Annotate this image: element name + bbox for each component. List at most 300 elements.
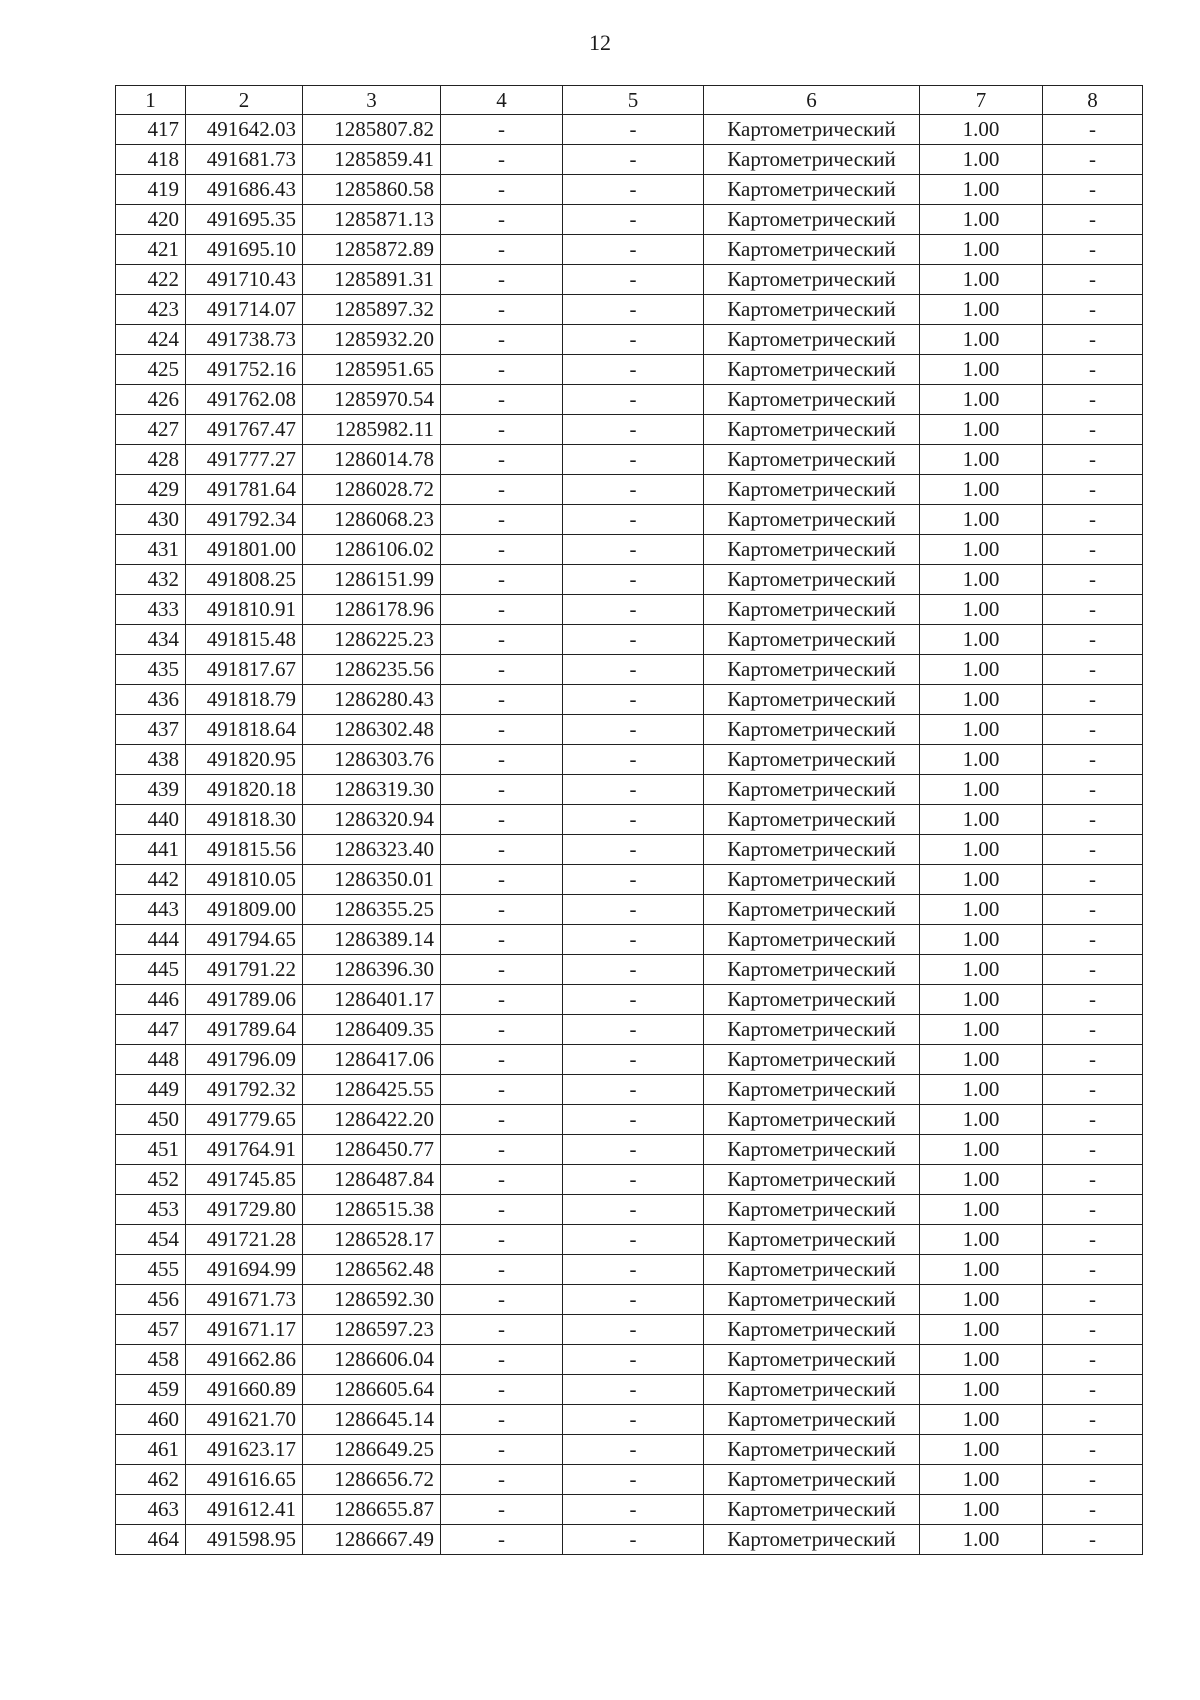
column-4-cell: - — [441, 805, 563, 835]
accuracy-cell: 1.00 — [920, 415, 1043, 445]
point-number-cell: 454 — [116, 1225, 186, 1255]
method-cell: Картометрический — [704, 385, 920, 415]
x-coordinate-cell: 491818.79 — [186, 685, 303, 715]
point-number-cell: 451 — [116, 1135, 186, 1165]
point-number-cell: 435 — [116, 655, 186, 685]
method-cell: Картометрический — [704, 985, 920, 1015]
method-cell: Картометрический — [704, 895, 920, 925]
x-coordinate-cell: 491781.64 — [186, 475, 303, 505]
column-5-cell: - — [563, 655, 704, 685]
table-row — [116, 1225, 1143, 1255]
table-row — [116, 175, 1143, 205]
column-8-cell: - — [1043, 475, 1143, 505]
column-4-cell: - — [441, 1075, 563, 1105]
point-number-cell: 431 — [116, 535, 186, 565]
table-row — [116, 1195, 1143, 1225]
table-row — [116, 805, 1143, 835]
accuracy-cell: 1.00 — [920, 385, 1043, 415]
accuracy-cell: 1.00 — [920, 1405, 1043, 1435]
table-row — [116, 1255, 1143, 1285]
column-8-cell: - — [1043, 145, 1143, 175]
column-4-cell: - — [441, 715, 563, 745]
method-cell: Картометрический — [704, 355, 920, 385]
point-number-cell: 438 — [116, 745, 186, 775]
point-number-cell: 430 — [116, 505, 186, 535]
y-coordinate-cell: 1286487.84 — [303, 1165, 441, 1195]
accuracy-cell: 1.00 — [920, 1195, 1043, 1225]
x-coordinate-cell: 491671.73 — [186, 1285, 303, 1315]
column-5-cell: - — [563, 1015, 704, 1045]
method-cell: Картометрический — [704, 655, 920, 685]
accuracy-cell: 1.00 — [920, 355, 1043, 385]
table-row — [116, 865, 1143, 895]
table-row — [116, 445, 1143, 475]
x-coordinate-cell: 491616.65 — [186, 1465, 303, 1495]
accuracy-cell: 1.00 — [920, 145, 1043, 175]
column-5-cell: - — [563, 925, 704, 955]
column-5-cell: - — [563, 745, 704, 775]
table-row — [116, 715, 1143, 745]
column-5-cell: - — [563, 145, 704, 175]
accuracy-cell: 1.00 — [920, 265, 1043, 295]
column-8-cell: - — [1043, 655, 1143, 685]
table-row — [116, 595, 1143, 625]
table-row — [116, 1375, 1143, 1405]
column-4-cell: - — [441, 445, 563, 475]
y-coordinate-cell: 1285951.65 — [303, 355, 441, 385]
accuracy-cell: 1.00 — [920, 1315, 1043, 1345]
column-8-cell: - — [1043, 1105, 1143, 1135]
point-number-cell: 445 — [116, 955, 186, 985]
column-4-cell: - — [441, 1495, 563, 1525]
table-row — [116, 685, 1143, 715]
column-4-cell: - — [441, 1525, 563, 1555]
x-coordinate-cell: 491767.47 — [186, 415, 303, 445]
column-8-cell: - — [1043, 1015, 1143, 1045]
y-coordinate-cell: 1286303.76 — [303, 745, 441, 775]
column-5-cell: - — [563, 1165, 704, 1195]
method-cell: Картометрический — [704, 1165, 920, 1195]
x-coordinate-cell: 491694.99 — [186, 1255, 303, 1285]
y-coordinate-cell: 1285897.32 — [303, 295, 441, 325]
point-number-cell: 446 — [116, 985, 186, 1015]
table-row — [116, 1525, 1143, 1555]
method-cell: Картометрический — [704, 955, 920, 985]
column-5-cell: - — [563, 1525, 704, 1555]
y-coordinate-cell: 1286528.17 — [303, 1225, 441, 1255]
column-8-cell: - — [1043, 1495, 1143, 1525]
point-number-cell: 426 — [116, 385, 186, 415]
column-4-cell: - — [441, 865, 563, 895]
y-coordinate-cell: 1285872.89 — [303, 235, 441, 265]
column-8-cell: - — [1043, 1375, 1143, 1405]
column-8-cell: - — [1043, 805, 1143, 835]
accuracy-cell: 1.00 — [920, 835, 1043, 865]
point-number-cell: 427 — [116, 415, 186, 445]
column-8-cell: - — [1043, 325, 1143, 355]
accuracy-cell: 1.00 — [920, 1495, 1043, 1525]
method-cell: Картометрический — [704, 865, 920, 895]
point-number-cell: 439 — [116, 775, 186, 805]
column-header-6: 6 — [704, 86, 920, 115]
accuracy-cell: 1.00 — [920, 1375, 1043, 1405]
point-number-cell: 418 — [116, 145, 186, 175]
column-8-cell: - — [1043, 1225, 1143, 1255]
y-coordinate-cell: 1286320.94 — [303, 805, 441, 835]
x-coordinate-cell: 491817.67 — [186, 655, 303, 685]
column-8-cell: - — [1043, 355, 1143, 385]
point-number-cell: 442 — [116, 865, 186, 895]
x-coordinate-cell: 491792.32 — [186, 1075, 303, 1105]
y-coordinate-cell: 1286178.96 — [303, 595, 441, 625]
accuracy-cell: 1.00 — [920, 1255, 1043, 1285]
accuracy-cell: 1.00 — [920, 775, 1043, 805]
point-number-cell: 452 — [116, 1165, 186, 1195]
column-5-cell: - — [563, 355, 704, 385]
point-number-cell: 437 — [116, 715, 186, 745]
column-5-cell: - — [563, 1195, 704, 1225]
method-cell: Картометрический — [704, 1465, 920, 1495]
method-cell: Картометрический — [704, 565, 920, 595]
column-4-cell: - — [441, 1015, 563, 1045]
column-5-cell: - — [563, 835, 704, 865]
point-number-cell: 448 — [116, 1045, 186, 1075]
column-4-cell: - — [441, 355, 563, 385]
method-cell: Картометрический — [704, 1525, 920, 1555]
x-coordinate-cell: 491762.08 — [186, 385, 303, 415]
point-number-cell: 456 — [116, 1285, 186, 1315]
column-4-cell: - — [441, 1405, 563, 1435]
x-coordinate-cell: 491612.41 — [186, 1495, 303, 1525]
point-number-cell: 463 — [116, 1495, 186, 1525]
table-row — [116, 985, 1143, 1015]
column-4-cell: - — [441, 1375, 563, 1405]
column-5-cell: - — [563, 415, 704, 445]
column-5-cell: - — [563, 685, 704, 715]
table-row — [116, 1135, 1143, 1165]
y-coordinate-cell: 1286280.43 — [303, 685, 441, 715]
column-5-cell: - — [563, 1495, 704, 1525]
y-coordinate-cell: 1286302.48 — [303, 715, 441, 745]
accuracy-cell: 1.00 — [920, 595, 1043, 625]
column-5-cell: - — [563, 955, 704, 985]
y-coordinate-cell: 1286667.49 — [303, 1525, 441, 1555]
x-coordinate-cell: 491686.43 — [186, 175, 303, 205]
accuracy-cell: 1.00 — [920, 715, 1043, 745]
method-cell: Картометрический — [704, 685, 920, 715]
column-4-cell: - — [441, 925, 563, 955]
point-number-cell: 433 — [116, 595, 186, 625]
y-coordinate-cell: 1286389.14 — [303, 925, 441, 955]
y-coordinate-cell: 1286401.17 — [303, 985, 441, 1015]
accuracy-cell: 1.00 — [920, 1135, 1043, 1165]
x-coordinate-cell: 491598.95 — [186, 1525, 303, 1555]
y-coordinate-cell: 1286225.23 — [303, 625, 441, 655]
accuracy-cell: 1.00 — [920, 565, 1043, 595]
column-4-cell: - — [441, 535, 563, 565]
column-8-cell: - — [1043, 1045, 1143, 1075]
table-row — [116, 535, 1143, 565]
column-5-cell: - — [563, 1345, 704, 1375]
column-5-cell: - — [563, 535, 704, 565]
point-number-cell: 461 — [116, 1435, 186, 1465]
column-5-cell: - — [563, 115, 704, 145]
method-cell: Картометрический — [704, 505, 920, 535]
method-cell: Картометрический — [704, 445, 920, 475]
y-coordinate-cell: 1286319.30 — [303, 775, 441, 805]
accuracy-cell: 1.00 — [920, 475, 1043, 505]
accuracy-cell: 1.00 — [920, 535, 1043, 565]
method-cell: Картометрический — [704, 145, 920, 175]
accuracy-cell: 1.00 — [920, 1225, 1043, 1255]
point-number-cell: 457 — [116, 1315, 186, 1345]
y-coordinate-cell: 1286014.78 — [303, 445, 441, 475]
table-row — [116, 1165, 1143, 1195]
method-cell: Картометрический — [704, 625, 920, 655]
column-8-cell: - — [1043, 955, 1143, 985]
x-coordinate-cell: 491642.03 — [186, 115, 303, 145]
column-5-cell: - — [563, 1135, 704, 1165]
column-8-cell: - — [1043, 565, 1143, 595]
column-4-cell: - — [441, 1225, 563, 1255]
accuracy-cell: 1.00 — [920, 295, 1043, 325]
method-cell: Картометрический — [704, 1045, 920, 1075]
column-8-cell: - — [1043, 865, 1143, 895]
table-row — [116, 745, 1143, 775]
column-5-cell: - — [563, 565, 704, 595]
column-5-cell: - — [563, 1465, 704, 1495]
method-cell: Картометрический — [704, 1315, 920, 1345]
method-cell: Картометрический — [704, 235, 920, 265]
x-coordinate-cell: 491791.22 — [186, 955, 303, 985]
y-coordinate-cell: 1286606.04 — [303, 1345, 441, 1375]
y-coordinate-cell: 1285859.41 — [303, 145, 441, 175]
point-number-cell: 429 — [116, 475, 186, 505]
table-row — [116, 1405, 1143, 1435]
point-number-cell: 428 — [116, 445, 186, 475]
column-4-cell: - — [441, 1435, 563, 1465]
y-coordinate-cell: 1286396.30 — [303, 955, 441, 985]
column-8-cell: - — [1043, 595, 1143, 625]
method-cell: Картометрический — [704, 805, 920, 835]
y-coordinate-cell: 1286409.35 — [303, 1015, 441, 1045]
column-4-cell: - — [441, 955, 563, 985]
y-coordinate-cell: 1286323.40 — [303, 835, 441, 865]
table-row — [116, 1465, 1143, 1495]
accuracy-cell: 1.00 — [920, 745, 1043, 775]
point-number-cell: 441 — [116, 835, 186, 865]
column-8-cell: - — [1043, 265, 1143, 295]
column-8-cell: - — [1043, 175, 1143, 205]
column-4-cell: - — [441, 325, 563, 355]
column-4-cell: - — [441, 1465, 563, 1495]
table-row — [116, 265, 1143, 295]
x-coordinate-cell: 491738.73 — [186, 325, 303, 355]
column-5-cell: - — [563, 895, 704, 925]
column-5-cell: - — [563, 325, 704, 355]
table-row — [116, 295, 1143, 325]
column-8-cell: - — [1043, 1405, 1143, 1435]
point-number-cell: 453 — [116, 1195, 186, 1225]
column-5-cell: - — [563, 775, 704, 805]
page-number: 12 — [589, 30, 611, 55]
method-cell: Картометрический — [704, 715, 920, 745]
method-cell: Картометрический — [704, 295, 920, 325]
column-4-cell: - — [441, 115, 563, 145]
table-row — [116, 325, 1143, 355]
method-cell: Картометрический — [704, 745, 920, 775]
y-coordinate-cell: 1286106.02 — [303, 535, 441, 565]
column-4-cell: - — [441, 895, 563, 925]
accuracy-cell: 1.00 — [920, 655, 1043, 685]
y-coordinate-cell: 1286649.25 — [303, 1435, 441, 1465]
column-8-cell: - — [1043, 715, 1143, 745]
column-4-cell: - — [441, 205, 563, 235]
y-coordinate-cell: 1286355.25 — [303, 895, 441, 925]
table-row — [116, 505, 1143, 535]
y-coordinate-cell: 1286605.64 — [303, 1375, 441, 1405]
x-coordinate-cell: 491695.35 — [186, 205, 303, 235]
accuracy-cell: 1.00 — [920, 1345, 1043, 1375]
point-number-cell: 450 — [116, 1105, 186, 1135]
x-coordinate-cell: 491623.17 — [186, 1435, 303, 1465]
column-8-cell: - — [1043, 1525, 1143, 1555]
method-cell: Картометрический — [704, 1435, 920, 1465]
column-5-cell: - — [563, 475, 704, 505]
column-5-cell: - — [563, 1255, 704, 1285]
column-4-cell: - — [441, 475, 563, 505]
method-cell: Картометрический — [704, 265, 920, 295]
point-number-cell: 421 — [116, 235, 186, 265]
column-4-cell: - — [441, 685, 563, 715]
point-number-cell: 434 — [116, 625, 186, 655]
accuracy-cell: 1.00 — [920, 955, 1043, 985]
table-row — [116, 205, 1143, 235]
point-number-cell: 462 — [116, 1465, 186, 1495]
column-4-cell: - — [441, 625, 563, 655]
accuracy-cell: 1.00 — [920, 175, 1043, 205]
column-4-cell: - — [441, 145, 563, 175]
column-8-cell: - — [1043, 115, 1143, 145]
column-8-cell: - — [1043, 205, 1143, 235]
x-coordinate-cell: 491815.48 — [186, 625, 303, 655]
x-coordinate-cell: 491779.65 — [186, 1105, 303, 1135]
column-8-cell: - — [1043, 775, 1143, 805]
y-coordinate-cell: 1286597.23 — [303, 1315, 441, 1345]
y-coordinate-cell: 1285891.31 — [303, 265, 441, 295]
y-coordinate-cell: 1286068.23 — [303, 505, 441, 535]
accuracy-cell: 1.00 — [920, 445, 1043, 475]
accuracy-cell: 1.00 — [920, 1465, 1043, 1495]
accuracy-cell: 1.00 — [920, 895, 1043, 925]
accuracy-cell: 1.00 — [920, 805, 1043, 835]
column-5-cell: - — [563, 1405, 704, 1435]
table-row — [116, 355, 1143, 385]
x-coordinate-cell: 491752.16 — [186, 355, 303, 385]
table-row — [116, 235, 1143, 265]
y-coordinate-cell: 1285970.54 — [303, 385, 441, 415]
accuracy-cell: 1.00 — [920, 865, 1043, 895]
accuracy-cell: 1.00 — [920, 505, 1043, 535]
column-8-cell: - — [1043, 1465, 1143, 1495]
column-8-cell: - — [1043, 385, 1143, 415]
method-cell: Картометрический — [704, 1075, 920, 1105]
column-5-cell: - — [563, 505, 704, 535]
accuracy-cell: 1.00 — [920, 1285, 1043, 1315]
table-row — [116, 475, 1143, 505]
point-number-cell: 424 — [116, 325, 186, 355]
column-5-cell: - — [563, 1375, 704, 1405]
column-4-cell: - — [441, 1135, 563, 1165]
column-8-cell: - — [1043, 1345, 1143, 1375]
y-coordinate-cell: 1286656.72 — [303, 1465, 441, 1495]
column-4-cell: - — [441, 985, 563, 1015]
x-coordinate-cell: 491792.34 — [186, 505, 303, 535]
method-cell: Картометрический — [704, 1195, 920, 1225]
column-4-cell: - — [441, 565, 563, 595]
column-5-cell: - — [563, 1225, 704, 1255]
y-coordinate-cell: 1286655.87 — [303, 1495, 441, 1525]
method-cell: Картометрический — [704, 1375, 920, 1405]
column-4-cell: - — [441, 265, 563, 295]
y-coordinate-cell: 1286422.20 — [303, 1105, 441, 1135]
column-5-cell: - — [563, 985, 704, 1015]
table-row — [116, 955, 1143, 985]
x-coordinate-cell: 491671.17 — [186, 1315, 303, 1345]
point-number-cell: 419 — [116, 175, 186, 205]
method-cell: Картометрический — [704, 1015, 920, 1045]
column-4-cell: - — [441, 1285, 563, 1315]
x-coordinate-cell: 491820.18 — [186, 775, 303, 805]
method-cell: Картометрический — [704, 1285, 920, 1315]
column-8-cell: - — [1043, 445, 1143, 475]
column-4-cell: - — [441, 295, 563, 325]
accuracy-cell: 1.00 — [920, 1075, 1043, 1105]
point-number-cell: 420 — [116, 205, 186, 235]
method-cell: Картометрический — [704, 1405, 920, 1435]
point-number-cell: 432 — [116, 565, 186, 595]
column-8-cell: - — [1043, 685, 1143, 715]
column-4-cell: - — [441, 415, 563, 445]
y-coordinate-cell: 1286645.14 — [303, 1405, 441, 1435]
x-coordinate-cell: 491764.91 — [186, 1135, 303, 1165]
y-coordinate-cell: 1285871.13 — [303, 205, 441, 235]
column-8-cell: - — [1043, 235, 1143, 265]
table-row — [116, 1105, 1143, 1135]
method-cell: Картометрический — [704, 775, 920, 805]
column-4-cell: - — [441, 655, 563, 685]
accuracy-cell: 1.00 — [920, 115, 1043, 145]
column-8-cell: - — [1043, 985, 1143, 1015]
y-coordinate-cell: 1285807.82 — [303, 115, 441, 145]
point-number-cell: 422 — [116, 265, 186, 295]
accuracy-cell: 1.00 — [920, 625, 1043, 655]
method-cell: Картометрический — [704, 595, 920, 625]
accuracy-cell: 1.00 — [920, 1525, 1043, 1555]
method-cell: Картометрический — [704, 1255, 920, 1285]
table-row — [116, 1285, 1143, 1315]
method-cell: Картометрический — [704, 535, 920, 565]
column-5-cell: - — [563, 715, 704, 745]
x-coordinate-cell: 491820.95 — [186, 745, 303, 775]
method-cell: Картометрический — [704, 115, 920, 145]
point-number-cell: 444 — [116, 925, 186, 955]
column-8-cell: - — [1043, 1135, 1143, 1165]
table-row — [116, 655, 1143, 685]
method-cell: Картометрический — [704, 175, 920, 205]
column-header-1: 1 — [116, 86, 186, 115]
column-8-cell: - — [1043, 535, 1143, 565]
